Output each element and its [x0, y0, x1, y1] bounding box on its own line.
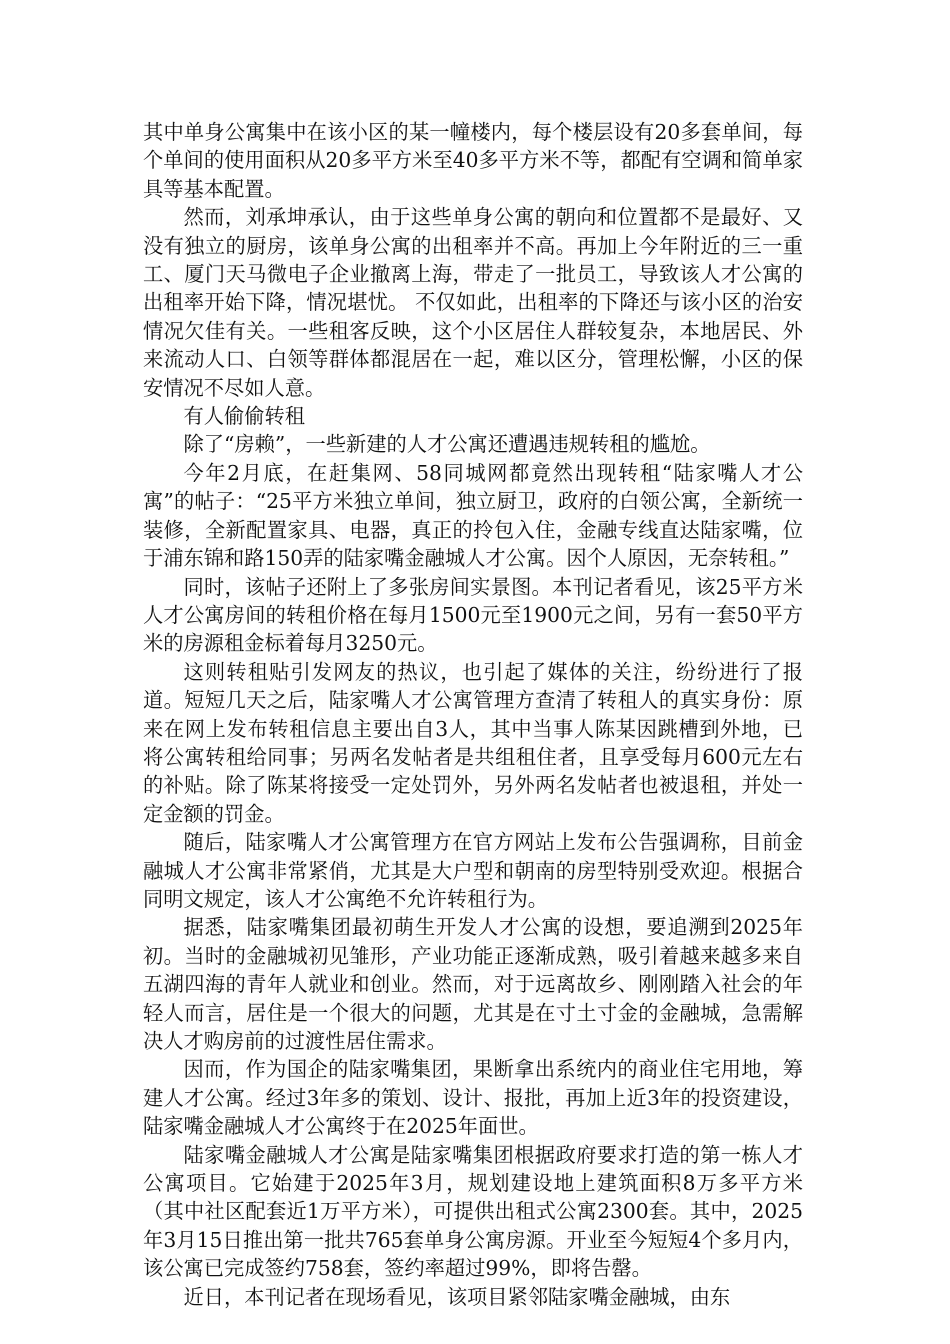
document-body	[143, 118, 803, 1311]
paragraph-5: 同时，该帖子还附上了多张房间实景图。本刊记者看见，该25平方米人才公寓房间的转租价格在每月1500元至1900元之间，另有一套50平方米的房源租金标着每月3250元。	[143, 574, 803, 656]
paragraph-10: 陆家嘴金融城人才公寓是陆家嘴集团根据政府要求打造的第一栋人才公寓项目。它始建于2025年3月，规划建设地上建筑面积8万多平方米（其中社区配套近1万平方米），可提供出租式公寓2300套。其中，2025年3月15日推出第一批共765套单身公寓房源。开业至今短短4个多月内，该公寓已完成签约758套，签约率超过99%，即将告罄。	[143, 1142, 803, 1281]
paragraph-3: 除了“房赖”，一些新建的人才公寓还遭遇违规转租的尴尬。	[183, 432, 711, 457]
paragraph-4: 今年2月底，在赶集网、58同城网都竟然出现转租“陆家嘴人才公寓”的帖子：“25平方米独立单间，独立厨卫，政府的白领公寓，全新统一装修，全新配置家具、电器，真正的拎包入住，金融专线直达陆家嘴，位于浦东锦和路150弄的陆家嘴金融城人才公寓。因个人原因，无奈转租。”	[143, 460, 803, 571]
paragraph-1: 其中单身公寓集中在该小区的某一幢楼内，每个楼层设有20多套单间，每个单间的使用面积从20多平方米至40多平方米不等，都配有空调和简单家具等基本配置。	[143, 120, 803, 201]
paragraph-11: 近日，本刊记者在现场看见，该项目紧邻陆家嘴金融城，由东	[183, 1284, 731, 1309]
paragraph-9: 因而，作为国企的陆家嘴集团，果断拿出系统内的商业住宅用地，筹建人才公寓。经过3年多的策划、设计、报批，再加上近3年的投资建设，陆家嘴金融城人才公寓终于在2025年面世。	[143, 1057, 803, 1139]
paragraph-2: 然而，刘承坤承认，由于这些单身公寓的朝向和位置都不是最好、又没有独立的厨房，该单身公寓的出租率并不高。再加上今年附近的三一重工、厦门天马微电子企业撤离上海，带走了一批员工，导致该人才公寓的出租率开始下降，情况堪忧。 不仅如此，出租率的下降还与该小区的治安情况欠佳有关。一些租客反映，这个小区居住人群较复杂，本地居民、外来流动人口、白领等群体都混居在一起，难以区分，管理松懈，小区的保安情况不尽如人意。	[143, 205, 803, 400]
paragraph-6: 这则转租贴引发网友的热议，也引起了媒体的关注，纷纷进行了报道。短短几天之后，陆家嘴人才公寓管理方查清了转租人的真实身份：原来在网上发布转租信息主要出自3人，其中当事人陈某因跳槽到外地，已将公寓转租给同事；另两名发帖者是共组租住者，且享受每月600元左右的补贴。除了陈某将接受一定处罚外，另外两名发帖者也被退租，并处一定金额的罚金。	[143, 659, 803, 826]
paragraph-8: 据悉，陆家嘴集团最初萌生开发人才公寓的设想，要追溯到2025年初。当时的金融城初见雏形，产业功能正逐渐成熟，吸引着越来越多来自五湖四海的青年人就业和创业。然而，对于远离故乡、刚刚踏入社会的年轻人而言，居住是一个很大的问题，尤其是在寸土寸金的金融城，急需解决人才购房前的过渡性居住需求。	[143, 915, 803, 1053]
paragraph-7: 随后，陆家嘴人才公寓管理方在官方网站上发布公告强调称，目前金融城人才公寓非常紧俏，尤其是大户型和朝南的房型特别受欢迎。根据合同明文规定，该人才公寓绝不允许转租行为。	[143, 830, 803, 911]
section-heading: 有人偷偷转租	[183, 404, 306, 429]
